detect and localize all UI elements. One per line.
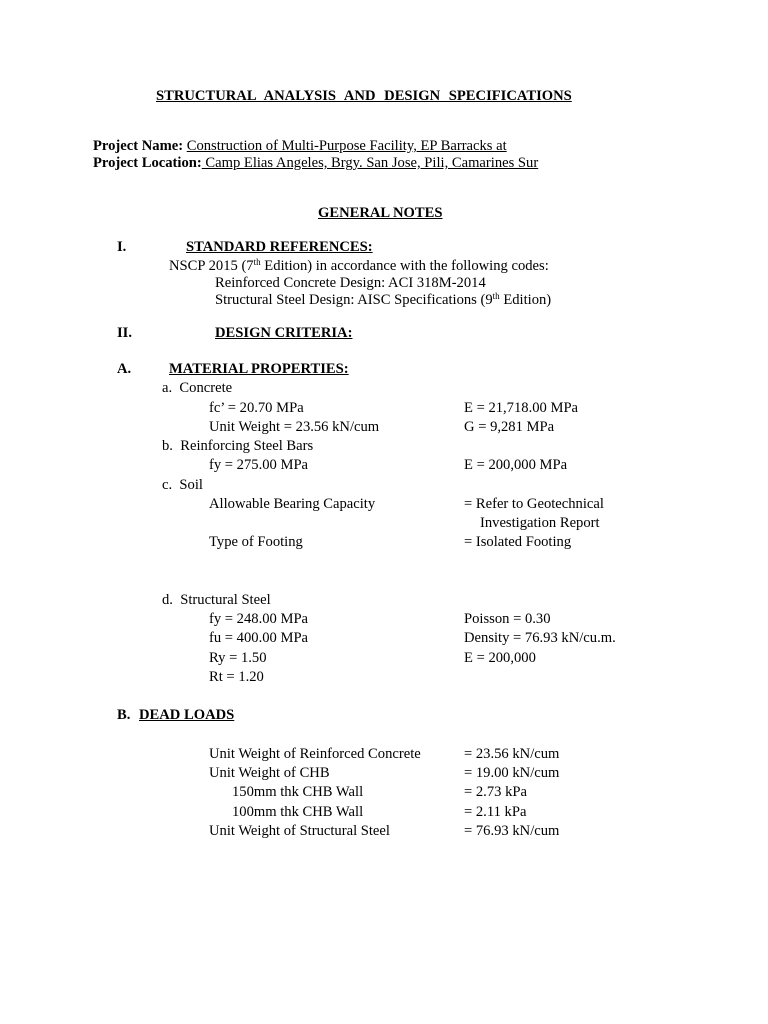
section-2-number: II. xyxy=(117,325,133,341)
section-b-number: B. xyxy=(117,707,131,723)
section-2-heading: DESIGN CRITERIA: xyxy=(215,325,353,341)
soil-label: c. Soil xyxy=(162,477,203,493)
dead-load-label: 100mm thk CHB Wall xyxy=(232,804,364,820)
project-location-line xyxy=(93,156,538,171)
dead-load-value: = 2.11 kPa xyxy=(464,804,527,820)
concrete-fc: fc’ = 20.70 MPa xyxy=(209,400,304,416)
section-1-number: I. xyxy=(117,239,127,255)
dead-load-value: = 23.56 kN/cum xyxy=(464,746,560,762)
concrete-e: E = 21,718.00 MPa xyxy=(464,400,579,416)
steel-design-text-b: Edition) xyxy=(499,292,552,308)
general-notes-heading: GENERAL NOTES xyxy=(318,205,443,221)
dead-load-label: Unit Weight of Reinforced Concrete xyxy=(209,746,421,762)
soil-footing-label: Type of Footing xyxy=(209,534,303,550)
rebar-fy: fy = 275.00 MPa xyxy=(209,457,309,473)
project-name-label: Project Name: xyxy=(93,138,184,154)
dead-load-value: = 19.00 kN/cum xyxy=(464,765,560,781)
steel-label: d. Structural Steel xyxy=(162,592,271,608)
dead-load-label: Unit Weight of CHB xyxy=(209,765,330,781)
soil-abc-label: Allowable Bearing Capacity xyxy=(209,496,376,512)
document-title: STRUCTURAL ANALYSIS AND DESIGN SPECIFICATIONS xyxy=(156,88,572,104)
steel-poisson: Poisson = 0.30 xyxy=(464,611,551,627)
nscp-line xyxy=(169,259,549,274)
steel-fy: fy = 248.00 MPa xyxy=(209,611,309,627)
rebar-label: b. Reinforcing Steel Bars xyxy=(162,438,314,454)
concrete-label: a. Concrete xyxy=(162,380,233,396)
steel-design-line xyxy=(215,293,551,308)
nscp-text-b: Edition) in accordance with the following codes: xyxy=(260,258,549,274)
section-1-heading: STANDARD REFERENCES: xyxy=(186,239,373,255)
concrete-g: G = 9,281 MPa xyxy=(464,419,555,435)
soil-abc-value-2: Investigation Report xyxy=(480,515,600,531)
steel-density: Density = 76.93 kN/cu.m. xyxy=(464,630,616,646)
section-a-number: A. xyxy=(117,361,132,377)
section-b-heading: DEAD LOADS xyxy=(139,707,235,723)
dead-load-value: = 76.93 kN/cum xyxy=(464,823,560,839)
steel-e: E = 200,000 xyxy=(464,650,536,666)
steel-rt: Rt = 1.20 xyxy=(209,669,264,685)
soil-footing-value: = Isolated Footing xyxy=(464,534,572,550)
nscp-superscript: th xyxy=(253,257,261,267)
nscp-text-a: NSCP 2015 (7 xyxy=(169,258,254,274)
rebar-e: E = 200,000 MPa xyxy=(464,457,568,473)
dead-load-label: Unit Weight of Structural Steel xyxy=(209,823,390,839)
steel-design-superscript: th xyxy=(492,291,500,301)
soil-abc-value-1: = Refer to Geotechnical xyxy=(464,496,604,512)
project-name-line xyxy=(93,139,507,154)
project-location-value: Camp Elias Angeles, Brgy. San Jose, Pili, Camarines Sur xyxy=(201,155,539,171)
concrete-unit-weight: Unit Weight = 23.56 kN/cum xyxy=(209,419,380,435)
rc-design-line: Reinforced Concrete Design: ACI 318M-2014 xyxy=(215,275,486,291)
project-location-label: Project Location: xyxy=(93,155,202,171)
section-a-heading: MATERIAL PROPERTIES: xyxy=(169,361,349,377)
steel-design-text-a: Structural Steel Design: AISC Specifications (9 xyxy=(215,292,493,308)
dead-load-label: 150mm thk CHB Wall xyxy=(232,784,364,800)
dead-load-value: = 2.73 kPa xyxy=(464,784,527,800)
steel-ry: Ry = 1.50 xyxy=(209,650,267,666)
project-name-value: Construction of Multi-Purpose Facility, EP Barracks at xyxy=(186,138,507,154)
steel-fu: fu = 400.00 MPa xyxy=(209,630,309,646)
